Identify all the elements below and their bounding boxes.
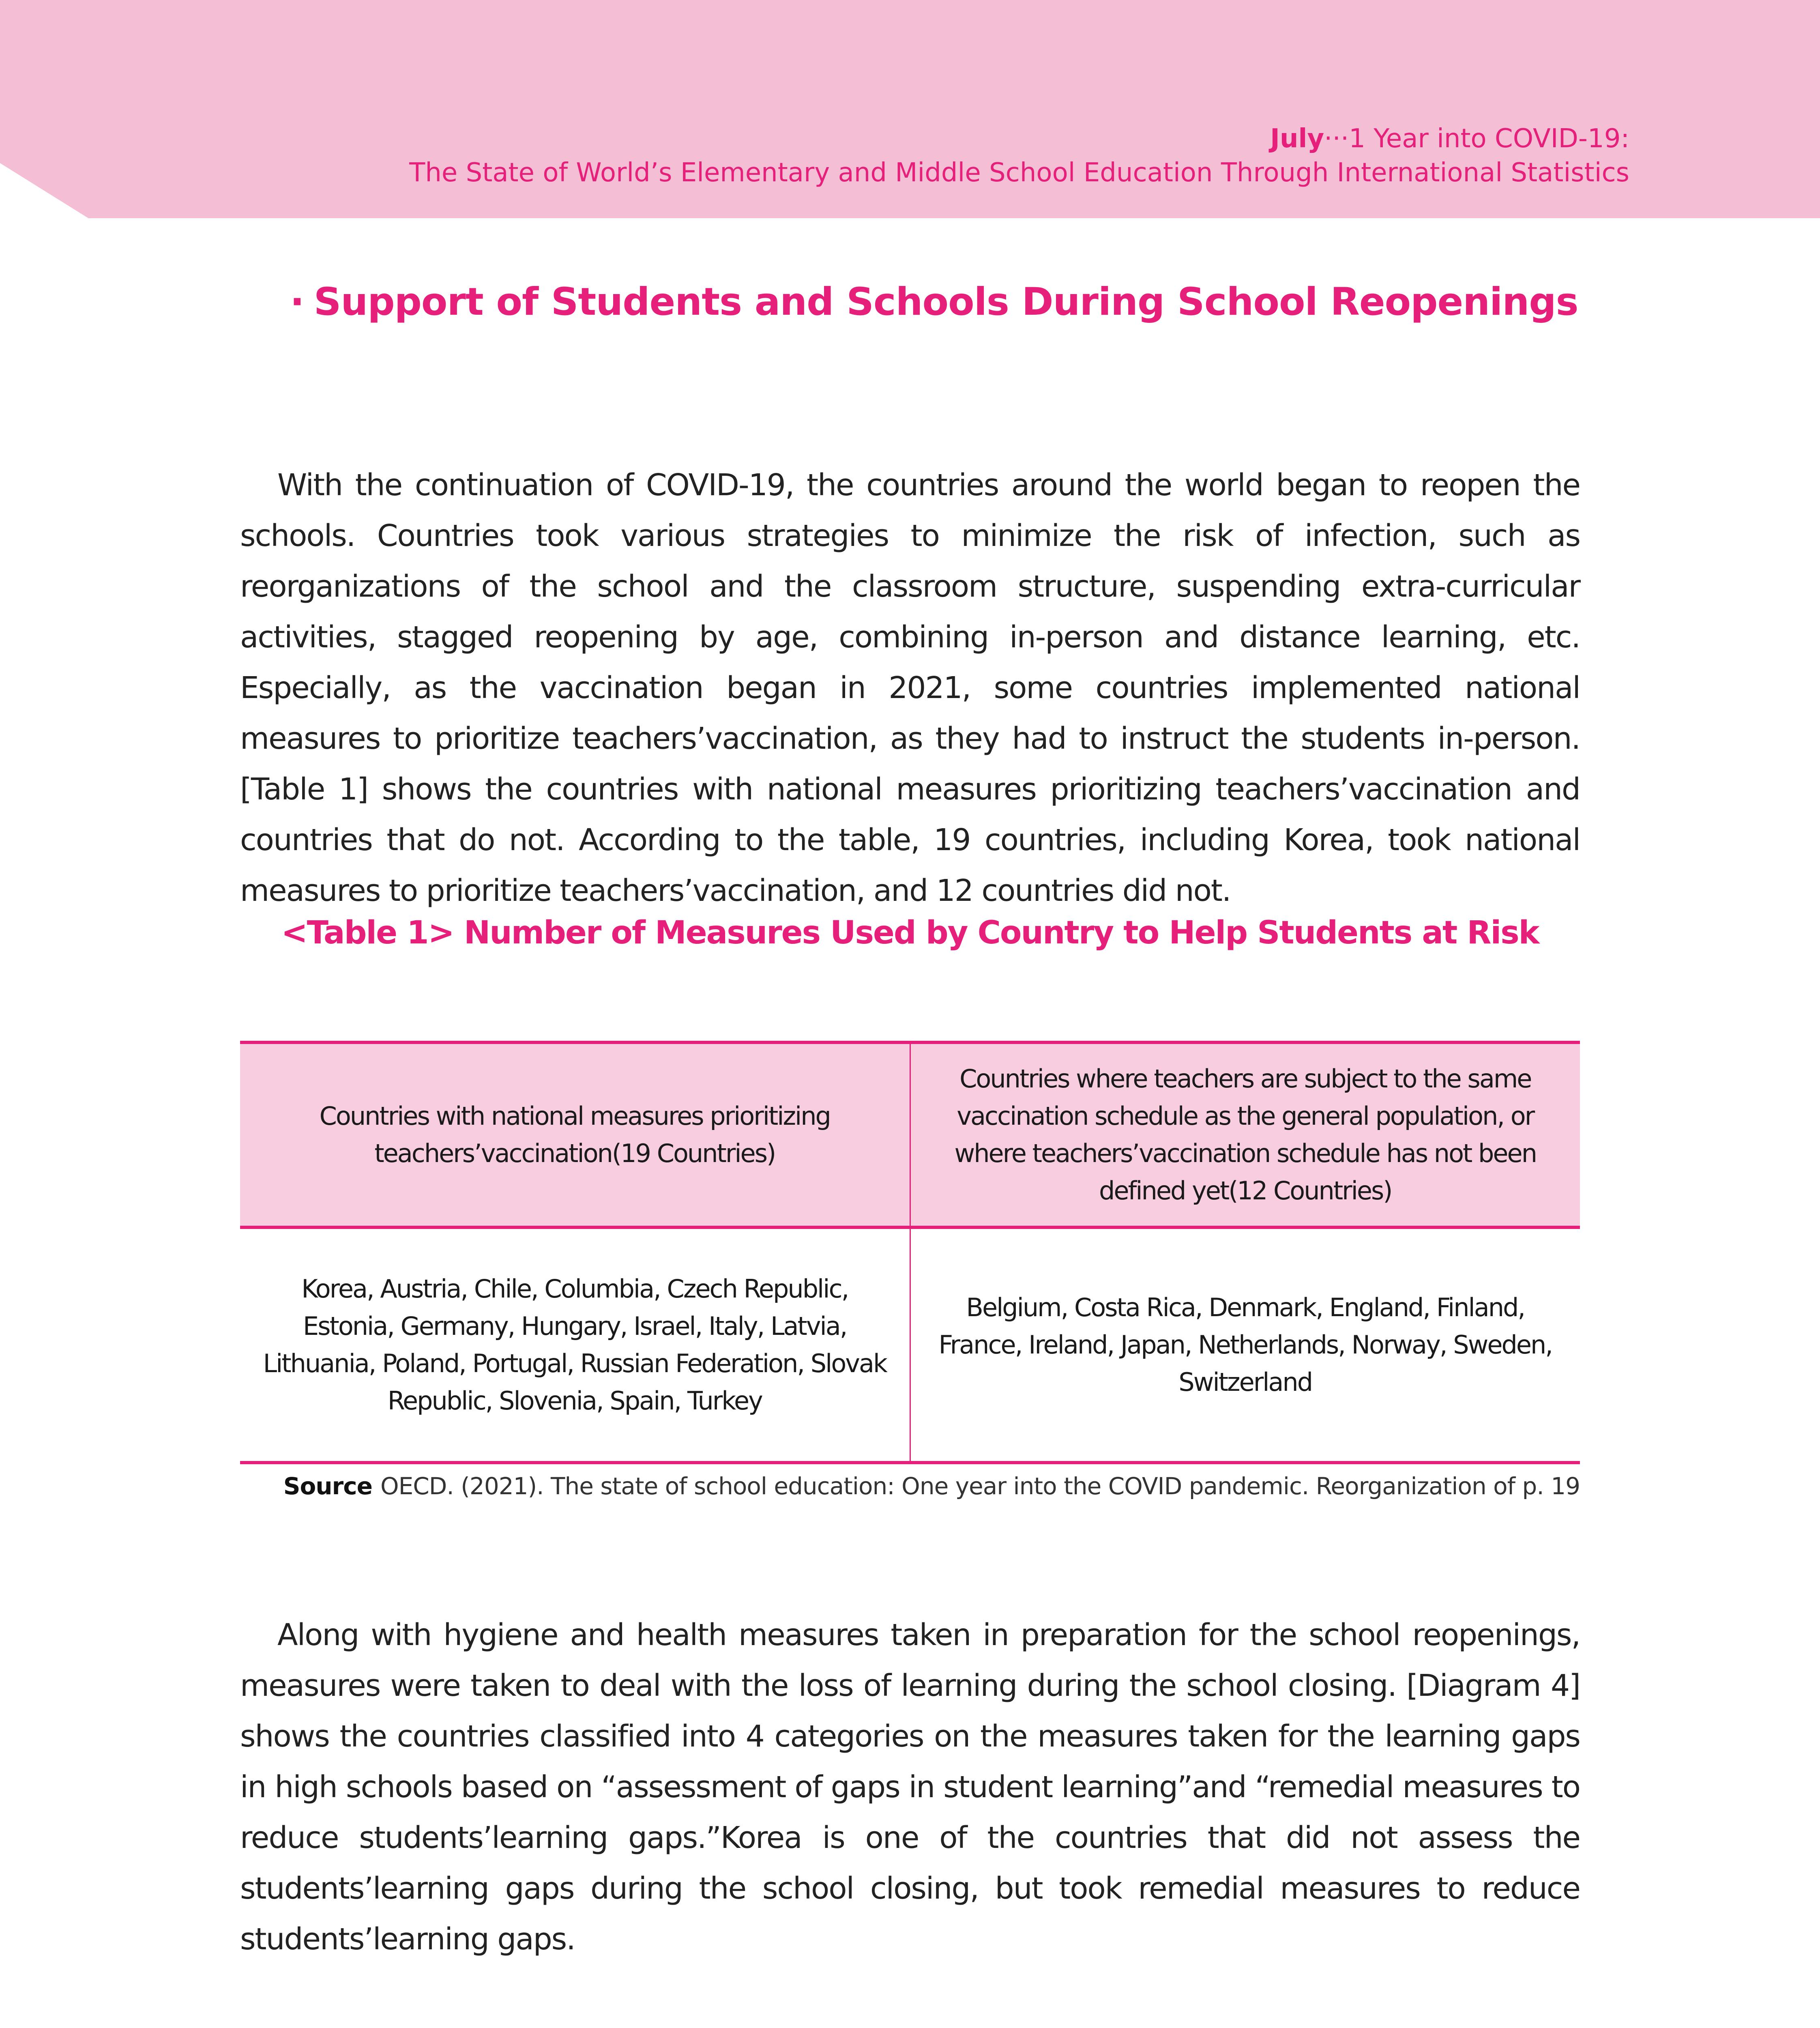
header-month: July xyxy=(1270,124,1324,154)
running-header xyxy=(409,122,1629,190)
running-header-line1 xyxy=(409,122,1629,156)
running-header-line2: The State of World’s Elementary and Middle School Education Through International Statistics xyxy=(409,158,1629,188)
table-cell-prioritizing-countries: Korea, Austria, Chile, Columbia, Czech Republic, Estonia, Germany, Hungary, Israel, Italy, Latvia, Lithuania, Poland, Portugal, Russian Federation, Slovak Republic, Slovenia, Spain, Turkey xyxy=(240,1227,910,1463)
table-header-prioritizing: Countries with national measures prioritizing teachers’vaccination(19 Countries) xyxy=(240,1042,910,1227)
table-header-row xyxy=(240,1042,1580,1227)
section-title xyxy=(290,280,1578,324)
table-title: <Table 1> Number of Measures Used by Country to Help Students at Risk xyxy=(281,915,1539,951)
section-bullet: · xyxy=(290,280,304,324)
body-paragraph-1: With the continuation of COVID-19, the countries around the world began to reopen the schools. Countries took various strategies to minimize the risk of infection, such as reorganizations of the school and the classroom structure, suspending extra-curricular activities, stagged reopening by age, combining in-person and distance learning, etc. Especially, as the vaccination began in 2021, some countries implemented national measures to prioritize teachers’vaccination, as they had to instruct the students in-person. [Table 1] shows the countries with national measures prioritizing teachers’vaccination and countries that do not. According to the table, 19 countries, including Korea, took national measures to prioritize teachers’vaccination, and 12 countries did not. xyxy=(240,468,1580,908)
table-source xyxy=(283,1472,1580,1500)
table-cell-other-countries: Belgium, Costa Rica, Denmark, England, Finland, France, Ireland, Japan, Netherlands, Norway, Sweden, Switzerland xyxy=(910,1227,1580,1463)
header-line1-rest: 1 Year into COVID-19: xyxy=(1349,124,1629,154)
section-title-text: Support of Students and Schools During School Reopenings xyxy=(313,280,1578,324)
table-row xyxy=(240,1227,1580,1463)
table-header-not-prioritizing: Countries where teachers are subject to the same vaccination schedule as the general population, or where teachers’vaccination schedule has not been defined yet(12 Countries) xyxy=(910,1042,1580,1227)
header-separator: ··· xyxy=(1324,124,1349,154)
source-text: OECD. (2021). The state of school education: One year into the COVID pandemic. Reorganization of p. 19 xyxy=(380,1472,1580,1500)
source-label: Source xyxy=(283,1472,372,1500)
vaccination-priority-table xyxy=(240,1041,1580,1464)
body-paragraph-2: Along with hygiene and health measures taken in preparation for the school reopenings, measures were taken to deal with the loss of learning during the school closing. [Diagram 4] shows the countries classified into 4 categories on the measures taken for the learning gaps in high schools based on “assessment of gaps in student learning”and “remedial measures to reduce students’learning gaps.”Korea is one of the countries that did not assess the students’learning gaps during the school closing, but took remedial measures to reduce students’learning gaps. xyxy=(240,1618,1580,1957)
